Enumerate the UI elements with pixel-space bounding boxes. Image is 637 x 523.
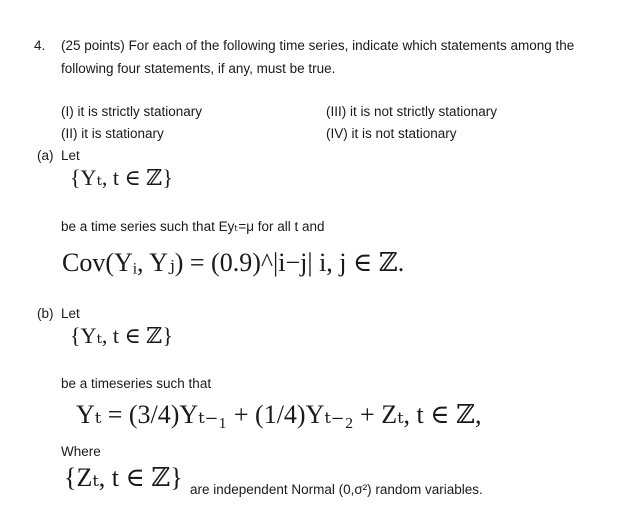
part-b-label: (b) (37, 306, 54, 321)
part-a-label: (a) (37, 148, 54, 163)
part-b-where: Where (61, 444, 101, 459)
part-b-model-expr: Yₜ = (3/4)Yₜ₋₁ + (1/4)Yₜ₋₂ + Zₜ, t ∈ ℤ, (76, 400, 482, 429)
problem-number: 4. (34, 38, 46, 53)
problem-intro-text: For each of the following time series, indicate which statements among the (128, 38, 575, 53)
problem-intro-line2: following four statements, if any, must be true. (61, 61, 336, 76)
statement-iv: (IV) it is not stationary (326, 126, 457, 141)
part-b-noise-expr: {Zₜ, t ∈ ℤ} (64, 463, 183, 492)
part-a-let: Let (61, 148, 80, 163)
part-b-noise-desc: are independent Normal (0,σ²) random variables. (190, 482, 483, 497)
problem-intro-line1 (61, 37, 574, 55)
statement-i: (I) it is strictly stationary (61, 104, 203, 119)
part-b-condition: be a timeseries such that (61, 376, 212, 391)
statement-ii: (II) it is stationary (61, 126, 164, 141)
part-a-series-expr: {Yₜ, t ∈ ℤ} (70, 165, 173, 190)
statement-iii: (III) it is not strictly stationary (326, 104, 498, 119)
part-b-series-expr: {Yₜ, t ∈ ℤ} (70, 323, 173, 348)
part-a-cov-expr: Cov(Yᵢ, Yⱼ) = (0.9)^|i−j| i, j ∈ ℤ. (62, 248, 405, 277)
problem-points: (25 points) (61, 38, 125, 53)
part-a-condition: be a time series such that Eyₜ=μ for all t and (61, 219, 325, 234)
part-b-let: Let (61, 306, 80, 321)
